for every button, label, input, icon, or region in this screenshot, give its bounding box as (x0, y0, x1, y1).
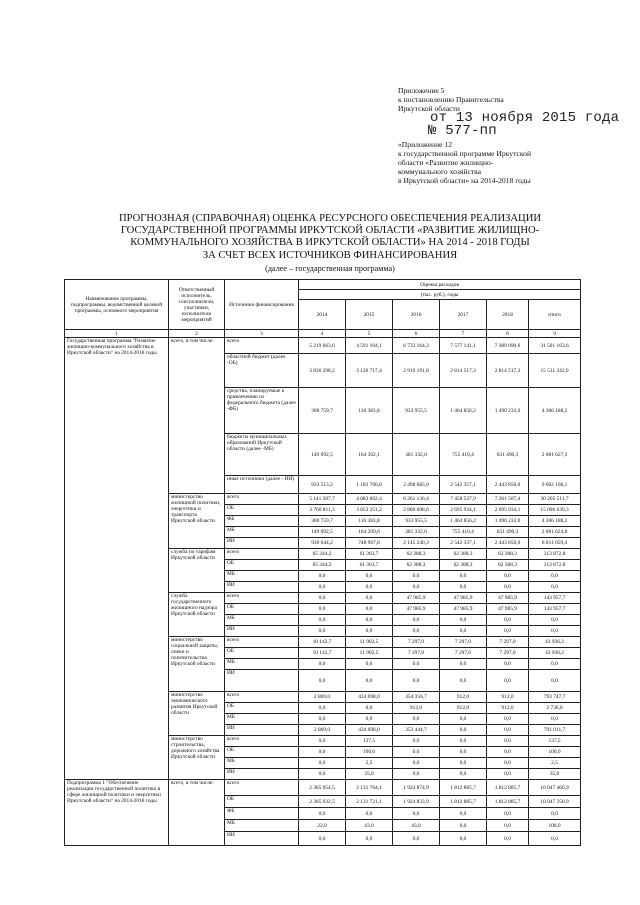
value-cell: 47 985,9 (487, 604, 529, 615)
value-cell: 912,0 (487, 703, 529, 714)
total-cell: 2,5 (529, 758, 581, 769)
value-cell: 755 410,4 (440, 434, 487, 476)
program-ref-line-2: области «Развитие жилищно- (398, 158, 494, 167)
value-cell: 116 383,8 (346, 516, 393, 527)
executor-name: министерство социальной защиты, опеки и попечительства Иркутской области (169, 637, 225, 692)
value-cell: 0,0 (346, 808, 393, 820)
value-cell: 7 577 141,1 (440, 338, 487, 354)
total-cell: 143 957,7 (529, 604, 581, 615)
value-cell: 0,0 (299, 593, 346, 604)
value-cell: 0,0 (299, 615, 346, 626)
value-cell: 0,0 (487, 758, 529, 769)
value-cell: 0,0 (393, 736, 440, 747)
source-cell: ИИ (225, 538, 299, 549)
value-cell: 0,0 (346, 593, 393, 604)
value-cell: 381 332,0 (393, 527, 440, 538)
source-cell: иные источники (далее - ИИ) (225, 476, 299, 494)
value-cell: 62 388,3 (440, 560, 487, 571)
total-cell: 35,0 (529, 769, 581, 780)
value-cell: 62 388,3 (487, 560, 529, 571)
total-cell: 4 306 188,2 (529, 516, 581, 527)
value-cell: 3 126 717,4 (346, 354, 393, 388)
total-cell: 0,0 (529, 571, 581, 582)
value-cell: 164 209,6 (346, 527, 393, 538)
total-cell: 313 872,8 (529, 560, 581, 571)
value-cell: 4 083 002,4 (346, 494, 393, 505)
value-cell: 0,0 (393, 808, 440, 820)
value-cell: 0,0 (440, 820, 487, 832)
program-ref-line-4: в Иркутской области» на 2014-2018 годы (398, 176, 531, 185)
value-cell: 0,0 (299, 808, 346, 820)
value-cell: 10 142,7 (299, 648, 346, 659)
value-cell: 0,0 (440, 736, 487, 747)
value-cell: 22,0 (299, 820, 346, 832)
source-cell: МБ (225, 714, 299, 725)
value-cell: 0,0 (393, 659, 440, 670)
value-cell: 1 924 874,9 (393, 780, 440, 796)
table-row (65, 338, 581, 354)
title-line-3: КОММУНАЛЬНОГО ХОЗЯЙСТВА В ИРКУТСКОЙ ОБЛАСТИ» НА 2014 - 2018 ГОДЫ (130, 237, 530, 249)
program-ref-line-3: коммунального хозяйства (398, 167, 482, 176)
source-cell: МБ (225, 659, 299, 670)
source-cell: ФБ (225, 808, 299, 820)
value-cell: 2 869,0 (299, 725, 346, 736)
column-number: 4 (299, 330, 346, 338)
value-cell: 3 053 351,2 (346, 505, 393, 516)
total-cell: 15 511 242,0 (529, 354, 581, 388)
value-cell: 1 812 885,7 (440, 796, 487, 808)
value-cell: 0,0 (440, 659, 487, 670)
value-cell: 2 145 240,3 (393, 538, 440, 549)
value-cell: 912,0 (487, 692, 529, 703)
value-cell: 35,0 (346, 769, 393, 780)
header-estimate: Оценка расходов (299, 280, 581, 290)
value-cell: 0,0 (487, 736, 529, 747)
column-number: 2 (169, 330, 225, 338)
value-cell: 10 142,7 (299, 637, 346, 648)
value-cell: 1 464 856,2 (440, 516, 487, 527)
program-ref-line-1: к государственной программе Иркутской (398, 149, 532, 158)
value-cell: 0,0 (299, 703, 346, 714)
year-header: 2017 (440, 300, 487, 330)
total-header: итого (529, 300, 581, 330)
value-cell: 0,0 (487, 670, 529, 692)
source-cell: МБ (225, 820, 299, 832)
value-cell: 0,0 (299, 758, 346, 769)
year-header: 2018 (487, 300, 529, 330)
value-cell: 933 955,5 (393, 516, 440, 527)
total-cell: 2 081 624,8 (529, 527, 581, 538)
value-cell: 0,0 (487, 769, 529, 780)
source-cell: ОБ (225, 703, 299, 714)
total-cell: 9 602 106,1 (529, 476, 581, 494)
total-cell: 30 205 511,7 (529, 494, 581, 505)
source-cell: МБ (225, 571, 299, 582)
value-cell: 62 388,3 (487, 549, 529, 560)
total-cell: 791 011,7 (529, 725, 581, 736)
header-units: (тыс. руб.), годы (299, 290, 581, 300)
total-cell: 31 501 163,6 (529, 338, 581, 354)
source-cell: ОБ (225, 604, 299, 615)
value-cell: 7 297,0 (393, 637, 440, 648)
value-cell: 1 924 833,9 (393, 796, 440, 808)
source-cell: МБ (225, 758, 299, 769)
appendix-5-label: Приложение 5 (398, 86, 445, 95)
handwritten-date: от 13 ноября 2015 года (430, 110, 620, 126)
region-label: Иркутской области (398, 104, 460, 113)
executor-name: министерство экономического развития Иркутской области (169, 692, 225, 736)
source-cell: ОБ (225, 560, 299, 571)
value-cell: 164 302,1 (346, 434, 393, 476)
value-cell: 0,0 (299, 769, 346, 780)
value-cell: 47 985,9 (487, 593, 529, 604)
value-cell: 0,0 (487, 820, 529, 832)
value-cell: 354 356,7 (393, 692, 440, 703)
total-cell: 0,0 (529, 659, 581, 670)
value-cell: 7 261 507,4 (487, 494, 529, 505)
total-cell: 137,5 (529, 736, 581, 747)
value-cell: 47 985,9 (440, 604, 487, 615)
value-cell: 0,0 (393, 769, 440, 780)
total-cell: 313 872,8 (529, 549, 581, 560)
year-header: 2016 (393, 300, 440, 330)
value-cell: 0,0 (346, 714, 393, 725)
value-cell: 0,0 (440, 808, 487, 820)
source-cell: ИИ (225, 769, 299, 780)
appendix-12-label: «Приложение 12 (398, 140, 453, 149)
total-cell: 2 736,0 (529, 703, 581, 714)
value-cell: 0,0 (393, 747, 440, 758)
value-cell: 3 836 298,2 (299, 354, 346, 388)
value-cell: 0,0 (440, 714, 487, 725)
value-cell: 7 458 537,9 (440, 494, 487, 505)
title-line-1: ПРОГНОЗНАЯ (СПРАВОЧНАЯ) ОЦЕНКА РЕСУРСНОГО ОБЕСПЕЧЕНИЯ РЕАЛИЗАЦИИ (118, 213, 542, 224)
value-cell: 0,0 (299, 747, 346, 758)
value-cell: 100,0 (346, 747, 393, 758)
total-cell: 0,0 (529, 582, 581, 593)
value-cell: 0,0 (393, 626, 440, 637)
source-cell: всего (225, 780, 299, 796)
value-cell: 300 759,7 (299, 388, 346, 434)
source-cell: всего (225, 692, 299, 703)
table-row (65, 780, 581, 796)
value-cell: 0,0 (487, 747, 529, 758)
value-cell: 47 985,9 (393, 593, 440, 604)
value-cell: 0,0 (440, 832, 487, 846)
value-cell: 0,0 (440, 626, 487, 637)
column-number: 5 (346, 330, 393, 338)
value-cell: 0,0 (346, 582, 393, 593)
value-cell: 0,0 (346, 626, 393, 637)
value-cell: 2 695 934,1 (487, 505, 529, 516)
column-number: 7 (440, 330, 487, 338)
year-header: 2015 (346, 300, 393, 330)
value-cell: 631 490,3 (487, 434, 529, 476)
value-cell: 0,0 (487, 714, 529, 725)
source-cell: бюджеты муниципальных образований Иркутской области (далее -МБ) (225, 434, 299, 476)
title-line-2: ГОСУДАРСТВЕННОЙ ПРОГРАММЫ ИРКУТСКОЙ ОБЛАСТИ «РАЗВИТИЕ ЖИЛИЩНО- (120, 225, 540, 237)
value-cell: 1 490 233,0 (487, 516, 529, 527)
value-cell: 0,0 (346, 615, 393, 626)
source-cell: ИИ (225, 832, 299, 846)
total-cell: 0,0 (529, 832, 581, 846)
source-cell: ИИ (225, 626, 299, 637)
source-cell: МБ (225, 527, 299, 538)
value-cell: 0,0 (487, 659, 529, 670)
source-cell: ОБ (225, 747, 299, 758)
value-cell: 0,0 (487, 808, 529, 820)
value-cell: 1 183 700,8 (346, 476, 393, 494)
value-cell: 7 297,0 (440, 648, 487, 659)
value-cell: 62 388,3 (440, 549, 487, 560)
value-cell: 434 698,0 (346, 725, 393, 736)
value-cell: 0,0 (440, 615, 487, 626)
header-executor: Ответственный исполнитель, соисполнители, участники, исполнители мероприятий (169, 280, 225, 330)
value-cell: 47 985,9 (393, 604, 440, 615)
value-cell: 0,0 (487, 725, 529, 736)
total-cell: 0,0 (529, 626, 581, 637)
column-number: 8 (487, 330, 529, 338)
value-cell: 0,0 (487, 571, 529, 582)
handwritten-number: № 577-пп (428, 123, 497, 139)
value-cell: 116 383,8 (346, 388, 393, 434)
source-cell: областной бюджет (далее -ОБ) (225, 354, 299, 388)
value-cell: 0,0 (346, 703, 393, 714)
value-cell: 2 919 191,8 (393, 354, 440, 388)
value-cell: 0,0 (299, 582, 346, 593)
value-cell: 1 812 885,7 (487, 780, 529, 796)
to-resolution-label: к постановлению Правительства (398, 95, 504, 104)
value-cell: 1 464 856,2 (440, 388, 487, 434)
value-cell: 0,0 (487, 615, 529, 626)
value-cell: 0,0 (393, 670, 440, 692)
total-cell: 15 006 639,3 (529, 505, 581, 516)
value-cell: 0,0 (393, 582, 440, 593)
value-cell: 7 297,0 (487, 648, 529, 659)
source-cell: МБ (225, 615, 299, 626)
column-number: 3 (225, 330, 299, 338)
value-cell: 11 902,5 (346, 648, 393, 659)
subprogram-name: Подпрограмма 1 "Обеспечение реализации государственной политики в сфере жилищной политики и энергетики Иркутской области" на 2014-2018 годы (65, 780, 169, 846)
source-cell: всего (225, 338, 299, 354)
value-cell: 5 141 307,7 (299, 494, 346, 505)
value-cell: 62 388,3 (393, 560, 440, 571)
value-cell: 2 814 517,3 (487, 354, 529, 388)
column-number: 1 (65, 330, 169, 338)
appendix-12-header (398, 140, 634, 185)
value-cell: 0,0 (487, 582, 529, 593)
value-cell: 2 869,0 (299, 692, 346, 703)
value-cell: 0,0 (299, 832, 346, 846)
value-cell: 2 542 357,1 (440, 476, 487, 494)
total-cell: 2 081 627,3 (529, 434, 581, 476)
value-cell: 7 380 090,6 (487, 338, 529, 354)
value-cell: 6 733 164,3 (393, 338, 440, 354)
value-cell: 7 297,0 (440, 637, 487, 648)
executor-name: министерство жилищной политики, энергетики и транспорта Иркутской области (169, 494, 225, 549)
value-cell: 0,0 (440, 747, 487, 758)
value-cell: 748 967,8 (346, 538, 393, 549)
total-cell: 10 047 466,9 (529, 780, 581, 796)
total-cell: 108,0 (529, 820, 581, 832)
value-cell: 0,0 (487, 626, 529, 637)
executor-name: служба государственного жилищного надзора Иркутской области (169, 593, 225, 637)
value-cell: 0,0 (346, 571, 393, 582)
value-cell: 912,0 (440, 692, 487, 703)
value-cell: 933 513,2 (299, 476, 346, 494)
executor-name: министерство строительства, дорожного хозяйства Иркутской области (169, 736, 225, 780)
value-cell: 62 388,3 (393, 549, 440, 560)
table-body (65, 338, 581, 846)
total-cell: 0,0 (529, 714, 581, 725)
appendix-header (398, 86, 634, 113)
value-cell: 3 760 811,3 (299, 505, 346, 516)
value-cell: 137,5 (346, 736, 393, 747)
value-cell: 0,0 (393, 615, 440, 626)
source-cell: всего (225, 637, 299, 648)
total-cell: 0,0 (529, 615, 581, 626)
value-cell: 65 344,2 (299, 549, 346, 560)
total-cell: 143 957,7 (529, 593, 581, 604)
value-cell: 2 814 517,3 (440, 354, 487, 388)
value-cell: 353 444,7 (393, 725, 440, 736)
value-cell: 5 219 663,6 (299, 338, 346, 354)
value-cell: 2 131 721,1 (346, 796, 393, 808)
value-cell: 61 363,7 (346, 549, 393, 560)
value-cell: 0,0 (299, 736, 346, 747)
value-cell: 755 410,4 (440, 527, 487, 538)
value-cell: 381 332,0 (393, 434, 440, 476)
value-cell: 0,0 (440, 571, 487, 582)
document-title (90, 213, 570, 262)
total-cell: 43 936,2 (529, 637, 581, 648)
source-cell: всего (225, 549, 299, 560)
value-cell: 912,0 (393, 703, 440, 714)
year-header: 2014 (299, 300, 346, 330)
value-cell: 11 902,5 (346, 637, 393, 648)
value-cell: 47 985,9 (440, 593, 487, 604)
value-cell: 65 344,2 (299, 560, 346, 571)
value-cell: 2 365 054,5 (299, 780, 346, 796)
value-cell: 43,0 (346, 820, 393, 832)
source-cell: всего (225, 593, 299, 604)
value-cell: 0,0 (299, 659, 346, 670)
value-cell: 0,0 (393, 571, 440, 582)
value-cell: 1 490 233,0 (487, 388, 529, 434)
title-line-4: ЗА СЧЕТ ВСЕХ ИСТОЧНИКОВ ФИНАНСИРОВАНИЯ (202, 249, 458, 261)
value-cell: 61 363,7 (346, 560, 393, 571)
value-cell: 0,0 (440, 769, 487, 780)
value-cell: 0,0 (440, 725, 487, 736)
program-executor: всего, в том числе: (169, 338, 225, 494)
source-cell: всего (225, 494, 299, 505)
value-cell: 4 591 104,1 (346, 338, 393, 354)
total-cell: 100,0 (529, 747, 581, 758)
value-cell: 2 443 850,0 (487, 538, 529, 549)
column-number: 9 (529, 330, 581, 338)
value-cell: 43,0 (393, 820, 440, 832)
value-cell: 7 297,0 (393, 648, 440, 659)
value-cell: 0,0 (440, 758, 487, 769)
column-number: 6 (393, 330, 440, 338)
value-cell: 7 297,0 (487, 637, 529, 648)
resource-table (64, 279, 581, 846)
value-cell: 0,0 (346, 659, 393, 670)
value-cell: 0,0 (346, 670, 393, 692)
value-cell: 912,0 (440, 703, 487, 714)
value-cell: 0,0 (299, 604, 346, 615)
total-cell: 8 811 059,4 (529, 538, 581, 549)
value-cell: 2 443 850,0 (487, 476, 529, 494)
total-cell: 0,0 (529, 670, 581, 692)
value-cell: 2 800 608,6 (393, 505, 440, 516)
header-source: Источники финансирования (225, 280, 299, 330)
value-cell: 0,0 (299, 571, 346, 582)
total-cell: 793 747,7 (529, 692, 581, 703)
value-cell: 0,0 (440, 582, 487, 593)
value-cell: 0,0 (393, 714, 440, 725)
source-cell: ИИ (225, 582, 299, 593)
column-number-row (65, 330, 581, 338)
document-subtitle: (далее – государственная программа) (265, 264, 395, 273)
value-cell: 0,0 (346, 832, 393, 846)
value-cell: 0,0 (487, 832, 529, 846)
value-cell: 0,0 (299, 670, 346, 692)
source-cell: ИИ (225, 670, 299, 692)
value-cell: 2 695 934,1 (440, 505, 487, 516)
value-cell: 0,0 (393, 832, 440, 846)
value-cell: 2 542 337,1 (440, 538, 487, 549)
value-cell: 434 698,0 (346, 692, 393, 703)
subprogram-executor: всего, в том числе: (169, 780, 225, 846)
value-cell: 149 092,5 (299, 434, 346, 476)
source-cell: всего (225, 736, 299, 747)
value-cell: 2 131 764,1 (346, 780, 393, 796)
source-cell: средства, планируемые к привлечению из федерального бюджета (далее -ФБ) (225, 388, 299, 434)
total-cell: 43 936,2 (529, 648, 581, 659)
value-cell: 300 759,7 (299, 516, 346, 527)
value-cell: 0,0 (299, 714, 346, 725)
value-cell: 1 812 885,7 (487, 796, 529, 808)
source-cell: ИИ (225, 725, 299, 736)
value-cell: 2 365 032,5 (299, 796, 346, 808)
value-cell: 0,0 (346, 604, 393, 615)
total-cell: 10 047 358,9 (529, 796, 581, 808)
value-cell: 1 812 885,7 (440, 780, 487, 796)
value-cell: 631 490,3 (487, 527, 529, 538)
program-name: Государственная программа "Развитие жилищно-коммунального хозяйства в Иркутской области" на 2014-2018 годы (65, 338, 169, 780)
value-cell: 0,0 (393, 758, 440, 769)
executor-name: служба по тарифам Иркутской области (169, 549, 225, 593)
value-cell: 0,0 (440, 670, 487, 692)
value-cell: 933 955,5 (393, 388, 440, 434)
value-cell: 2 498 685,0 (393, 476, 440, 494)
value-cell: 930 644,2 (299, 538, 346, 549)
total-cell: 4 306 188,2 (529, 388, 581, 434)
source-cell: ФБ (225, 516, 299, 527)
header-name: Наименование программы, подпрограммы, ведомственной целевой программы, основного мероприятия (65, 280, 169, 330)
value-cell: 6 261 136,4 (393, 494, 440, 505)
total-cell: 0,0 (529, 808, 581, 820)
source-cell: ОБ (225, 505, 299, 516)
value-cell: 0,0 (299, 626, 346, 637)
value-cell: 149 092,5 (299, 527, 346, 538)
source-cell: ОБ (225, 648, 299, 659)
value-cell: 2,5 (346, 758, 393, 769)
source-cell: ОБ (225, 796, 299, 808)
